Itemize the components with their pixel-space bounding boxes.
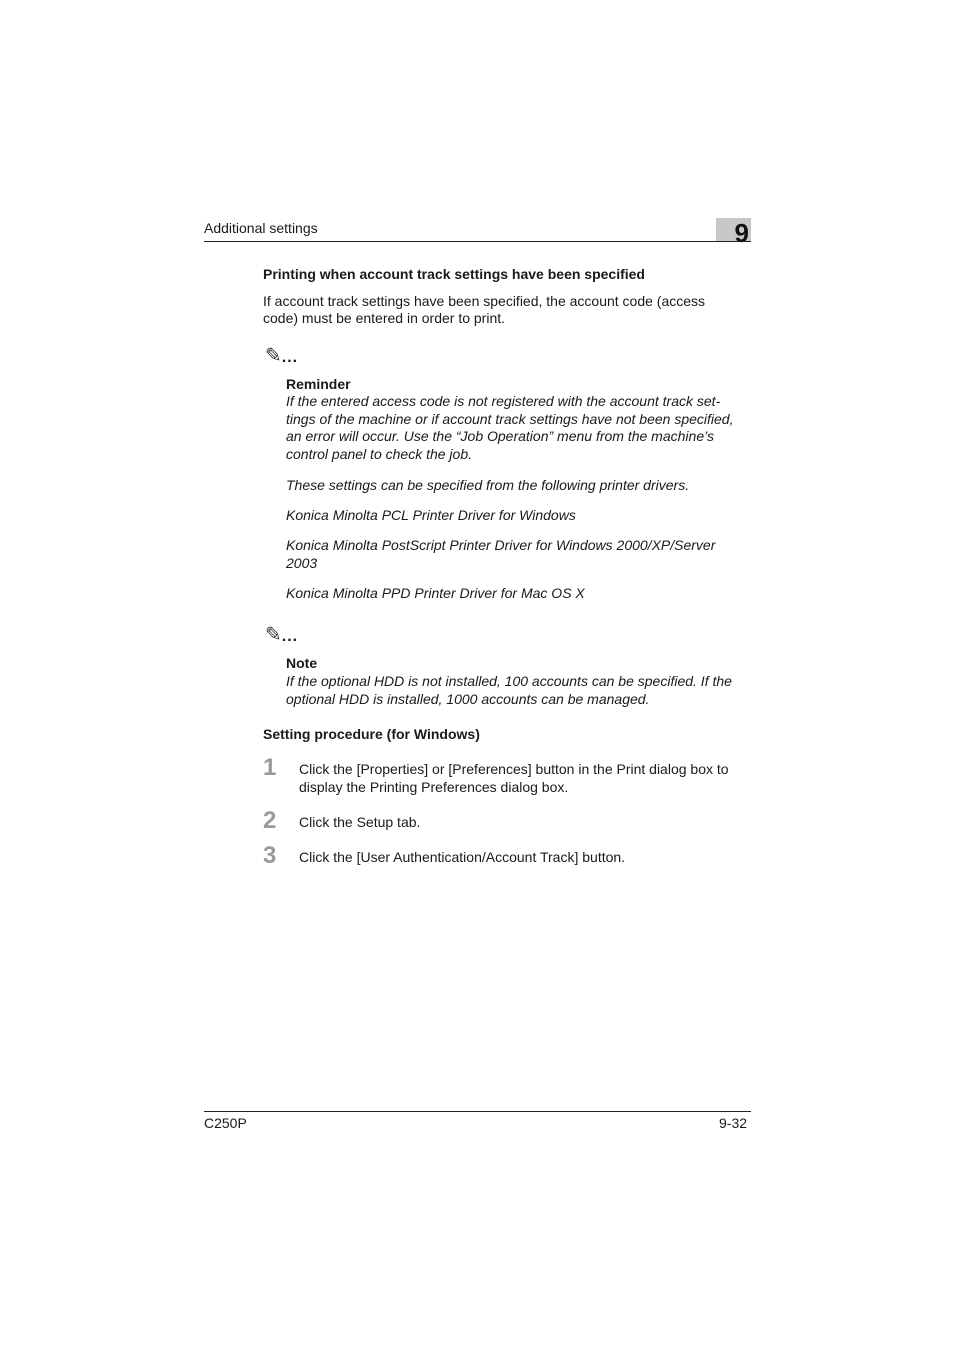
intro-paragraph-line-2: code) must be entered in order to print. — [263, 310, 506, 326]
driver-item-postscript-line-2: 2003 — [286, 555, 318, 571]
step-number-1: 1 — [263, 754, 277, 781]
footer-divider — [204, 1111, 751, 1112]
reminder-text-line-3: an error will occur. Use the “Job Operation” menu from the machine’s — [286, 428, 714, 444]
driver-item-ppd: Konica Minolta PPD Printer Driver for Mac OS X — [286, 585, 585, 601]
step-1-line-1: Click the [Properties] or [Preferences] button in the Print dialog box to — [299, 761, 729, 777]
footer-model: C250P — [204, 1115, 247, 1131]
footer-page-number: 9-32 — [719, 1115, 748, 1131]
section-heading-setting-procedure: Setting procedure (for Windows) — [263, 726, 480, 742]
reminder-text-line-4: control panel to check the job. — [286, 446, 473, 462]
reminder-text-line-2: tings of the machine or if account track settings have not been specified, — [286, 411, 734, 427]
driver-item-pcl: Konica Minolta PCL Printer Driver for Windows — [286, 507, 576, 523]
note-marker — [265, 625, 298, 646]
pencil-icon: ✎ — [265, 624, 282, 646]
reminder-dots: ... — [281, 349, 299, 366]
chapter-number-tab: 9 — [716, 218, 751, 242]
reminder-text-line-1: If the entered access code is not registered with the account track set- — [286, 393, 721, 409]
driver-item-postscript-line-1: Konica Minolta PostScript Printer Driver for Windows 2000/XP/Server — [286, 537, 716, 553]
reminder-title: Reminder — [286, 376, 351, 392]
header-divider — [204, 241, 751, 242]
section-heading-account-track: Printing when account track settings have been specified — [263, 266, 645, 282]
reminder-marker — [265, 346, 298, 367]
drivers-intro: These settings can be specified from the following printer drivers. — [286, 477, 690, 493]
pencil-icon: ✎ — [265, 345, 282, 367]
note-text-line-2: optional HDD is installed, 1000 accounts can be managed. — [286, 691, 650, 707]
running-header-title: Additional settings — [204, 220, 318, 236]
step-3-line-1: Click the [User Authentication/Account Track] button. — [299, 849, 626, 865]
note-dots: ... — [281, 628, 299, 645]
step-2-line-1: Click the Setup tab. — [299, 814, 421, 830]
intro-paragraph-line-1: If account track settings have been specified, the account code (access — [263, 293, 706, 309]
note-title: Note — [286, 655, 318, 671]
step-number-2: 2 — [263, 807, 277, 834]
step-1-line-2: display the Printing Preferences dialog box. — [299, 779, 569, 795]
note-text-line-1: If the optional HDD is not installed, 100 accounts can be specified. If the — [286, 673, 732, 689]
step-number-3: 3 — [263, 842, 277, 869]
